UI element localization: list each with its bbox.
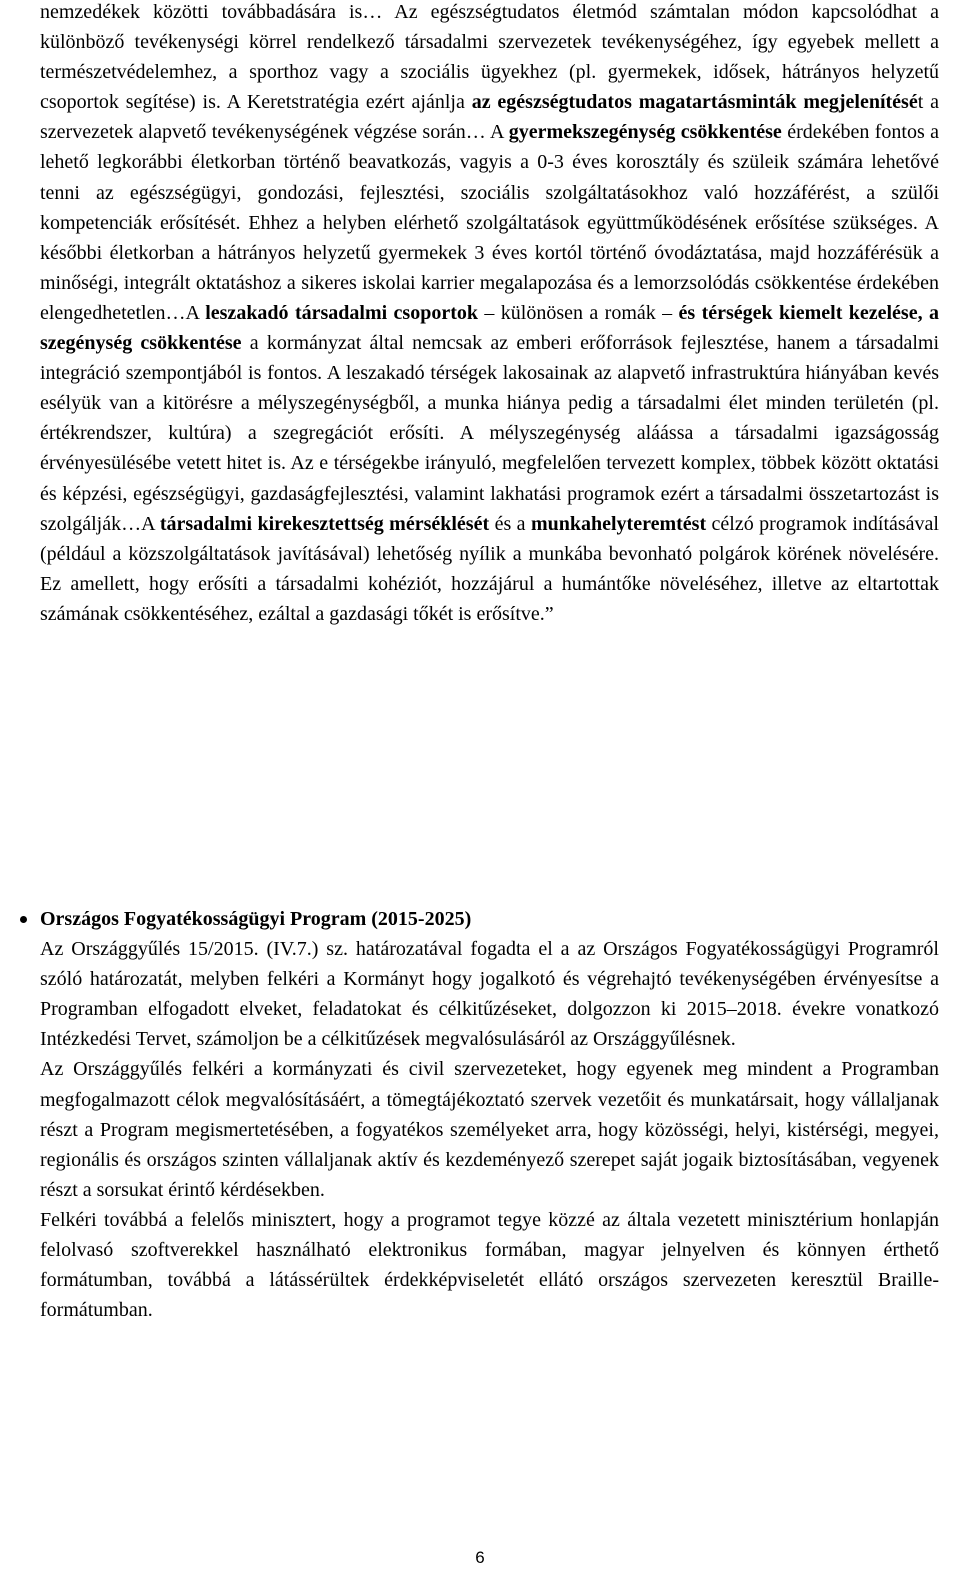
bullet-dot-icon bbox=[20, 916, 27, 923]
intro-paragraph bbox=[40, 0, 939, 629]
body-paragraph bbox=[40, 0, 939, 629]
intro-text: érdekében fontos a lehető legkorábbi életkorban történő beavatkozás, vagyis a 0-3 éves korosztály és szüleik számára lehetővé tenni az egészségügyi, gondozási, fejlesztési, szociális szolgáltatásokhoz való hozzáférést, a szülői kompetenciák erősítését. Ehhez a helyben elérhető szolgáltatások együttműködésének erősítése szükséges. A későbbi életkorban a hátrányos helyzetű gyermekek 3 éves kortól történő óvodáztatása, majd hozzáférésük a minőségi, integrált oktatáshoz a sikeres iskolai karrier megalapozása és a lemorzsolódás csökkentése érdekében elengedhetetlen…A bbox=[40, 121, 939, 324]
intro-bold-text: társadalmi kirekesztettség mérséklését bbox=[159, 512, 490, 535]
intro-bold-text: az egészségtudatos magatartásminták megjelenítésé bbox=[471, 91, 918, 114]
intro-bold-text: leszakadó társadalmi csoportok bbox=[205, 301, 478, 324]
intro-text: célzó programok indításával (például a közszolgáltatások javításával) lehetőség nyílik a munkába bevonható polgárok körének növelésére. Ez amellett, hogy erősíti a társadalmi kohéziót, hozzájárul a humántőke növeléséhez, illetve az eltartottak számának csökkentéséhez, ezáltal a gazdasági tőkét is erősítve.” bbox=[40, 512, 939, 625]
section-paragraph-3: Felkéri továbbá a felelős minisztert, hogy a programot tegye közzé az általa vezetett minisztérium honlapján felolvasó szoftverekkel használható elektronikus formában, magyar jelnyelven és könnyen érthető formátumban, továbbá a látássérültek érdekképviseletét ellátó országos szervezeten keresztül Braille-formátumban. bbox=[40, 1208, 939, 1322]
intro-text: – különösen a romák – bbox=[478, 301, 679, 324]
intro-text: a kormányzat által nemcsak az emberi erőforrások fejlesztése, hanem a társadalmi integráció szempontjából is fontos. A leszakadó térségek lakosainak az alapvető infrastruktúra hiányában kevés esélyük van a kitörésre a mélyszegénységből, a munka hiánya pedig a társadalmi élet minden területén (pl. értékrendszer, kultúra) a szegregációt erősíti. A mélyszegénység aláássa a társadalmi igazságosság érvényesülésébe vetett hitet is. Az e térségekbe irányuló, megfelelően tervezett komplex, többek között oktatási és képzési, egészségügyi, gazdaságfejlesztési, valamint lakhatási programok ezért a társadalmi összetartozást is szolgálják…A bbox=[40, 332, 940, 535]
intro-bold-text: és térségek kiemelt kezelése, a szegénység csökkentése bbox=[40, 301, 939, 355]
intro-text: és a bbox=[489, 512, 531, 535]
section-title: Országos Fogyatékosságügyi Program (2015-2025) bbox=[40, 908, 472, 930]
section-paragraph-2: Az Országgyűlés felkéri a kormányzati és civil szervezeteket, hogy egyenek meg mindent a Programban megfogalmazott célok megvalósításáért, a tömegtájékoztató szervek vezetőit és munkatársait, hogy vállaljanak részt a Program megismertetésében, a fogyatékos személyeket arra, hogy közösségi, helyi, kistérségi, megyei, regionális és országos szinten vállaljanak aktív és kezdeményező szerepet saját jogaik biztosításában, vegyenek részt a sorsukat érintő kérdésekben. bbox=[40, 1058, 939, 1201]
intro-text: nemzedékek közötti továbbadására is… Az egészségtudatos életmód számtalan módon kapcsolódhat a különböző tevékenységi körrel rendelkező társadalmi szervezetek tevékenységéhez, így egyebek mellett a természetvédelemhez, a sporthoz vagy a szociális ügyekhez (pl. gyermekek, idősek, hátrányos helyzetű csoportok segítése) is. A Keretstratégia ezért ajánlja bbox=[40, 1, 939, 114]
section-paragraph-1: Az Országgyűlés 15/2015. (IV.7.) sz. határozatával fogadta el a az Országos Fogyatékosságügyi Programról szóló határozatát, melyben felkéri a Kormányt hogy jogalkotó és végrehajtó tevékenységében érvényesítse a Programban elfogadott elveket, feladatokat és célkitűzéseket, dolgozzon ki 2015–2018. évekre vonatkozó Intézkedési Tervet, számoljon be a célkitűzések megvalósulásáról az Országgyűlésnek. bbox=[40, 938, 939, 1051]
page-number: 6 bbox=[475, 1548, 485, 1567]
intro-bold-text: gyermekszegénység csökkentése bbox=[508, 121, 782, 144]
intro-text: t a szervezetek alapvető tevékenységének végzése során… A bbox=[40, 91, 940, 144]
bullet-section bbox=[40, 904, 939, 1325]
intro-bold-text: munkahelyteremtést bbox=[530, 512, 707, 535]
